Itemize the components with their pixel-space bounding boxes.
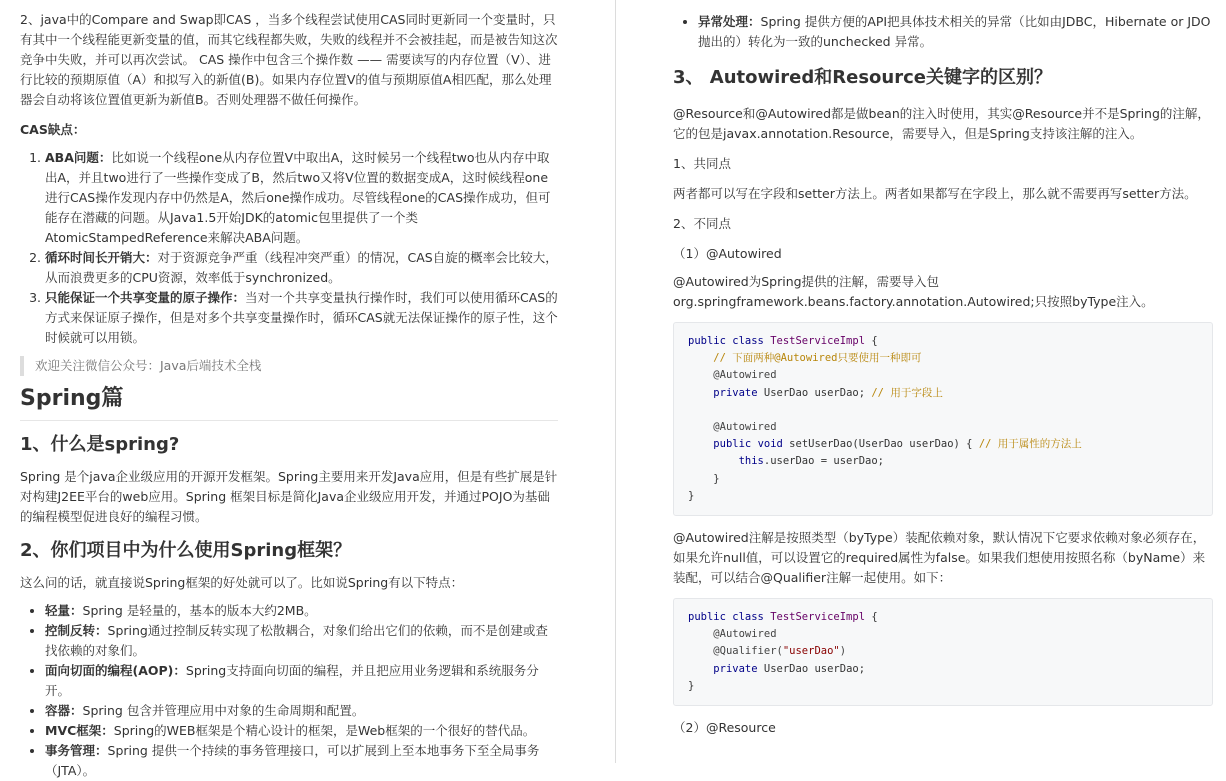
page-divider: [615, 0, 616, 763]
question-2-title: 2、你们项目中为什么使用Spring框架？: [20, 540, 352, 561]
list-item-text: Spring 包含并管理应用中对象的生命周期和配置。: [82, 703, 365, 718]
section-title-spring: Spring篇: [20, 384, 558, 421]
list-item-text: Spring通过控制反转实现了松散耦合，对象们给出它们的依赖，而不是创建或查找依赖的对象们。: [45, 623, 548, 658]
list-item-title: 容器：: [45, 703, 83, 718]
list-item-title: 异常处理：: [698, 14, 761, 29]
list-item-text: 对于资源竞争严重（线程冲突严重）的情况，CAS自旋的概率会比较大，从而浪费更多的CPU资源，效率低于synchronized。: [45, 250, 558, 285]
code-token: public class: [688, 611, 764, 624]
code-token: private: [713, 662, 758, 675]
code-token: this: [738, 455, 764, 468]
code-annotation: @Qualifier(: [713, 645, 783, 658]
cas-disadvantages-heading: CAS缺点：: [20, 122, 86, 137]
list-item-text: Spring 提供一个持续的事务管理接口，可以扩展到上至本地事务下至全局事务（JTA）。: [45, 743, 540, 778]
spring-features-list: [20, 601, 558, 781]
question-1-title: 1、什么是spring?: [20, 434, 180, 455]
list-item: [698, 12, 1213, 52]
code-comment: // 用于属性的方法上: [978, 438, 1082, 451]
code-token: public: [713, 438, 752, 451]
code-token: }: [713, 472, 720, 485]
code-block-autowired: [673, 322, 1213, 516]
list-item: [45, 601, 558, 621]
differences-label: 2、不同点: [673, 216, 731, 231]
code-token: UserDao userDao;: [757, 662, 866, 675]
question-1-paragraph: Spring 是个java企业级应用的开源开发框架。Spring主要用来开发Java应用，但是有些扩展是针对构建J2EE平台的web应用。Spring 框架目标是简化Java企业级应用开发，并通过POJO为基础的编程模型促进良好的编程习惯。: [20, 469, 558, 524]
list-item-text: 比如说一个线程one从内存位置V中取出A，这时候另一个线程two也从内存中取出A，并且two进行了一些操作变成了B，然后two又将V位置的数据变成A，这时候线程one进行CAS操作发现内存中仍然是A，然后one操作成功。尽管线程one的CAS操作成功，但可能存在潜藏的问题。从Java1.5开始JDK的atomic包里提供了一个类AtomicStampedReference来解决ABA问题。: [45, 150, 551, 245]
code-annotation: ): [839, 645, 847, 658]
common-points-paragraph: 两者都可以写在字段和setter方法上。两者如果都写在字段上，那么就不需要再写setter方法。: [673, 186, 1197, 201]
question-2-paragraph: 这么问的话，就直接说Spring框架的好处就可以了。比如说Spring有以下特点：: [20, 575, 464, 590]
code-comment: // 下面两种@Autowired只要使用一种即可: [713, 352, 922, 365]
code-token: .userDao = userDao;: [763, 455, 884, 468]
list-item: [45, 721, 558, 741]
code-token: public class: [688, 335, 764, 347]
code-token: private: [713, 386, 758, 399]
list-item: [45, 248, 558, 288]
list-item-title: 只能保证一个共享变量的原子操作：: [45, 290, 246, 305]
common-points-label: 1、共同点: [673, 156, 731, 171]
list-item-title: 循环时间长开销大：: [45, 250, 158, 265]
list-item-title: MVC框架：: [45, 723, 114, 738]
list-item-text: Spring支持面向切面的编程，并且把应用业务逻辑和系统服务分开。: [45, 663, 539, 698]
resource-label: （2）@Resource: [673, 720, 776, 736]
code-annotation: @Autowired: [713, 421, 777, 434]
list-item: [45, 148, 558, 248]
list-item-text: Spring 提供方便的API把具体技术相关的异常（比如由JDBC，Hibernate or JDO抛出的）转化为一致的unchecked 异常。: [698, 14, 1211, 49]
right-page: [673, 0, 1213, 763]
list-item: [45, 741, 558, 781]
code-token: TestServiceImpl: [770, 611, 866, 624]
code-token: {: [865, 335, 878, 347]
question-3-paragraph: @Resource和@Autowired都是做bean的注入时使用，其实@Resource并不是Spring的注解，它的包是javax.annotation.Resource，需要导入，但是Spring支持该注解的注入。: [673, 106, 1210, 141]
list-item-title: ABA问题：: [45, 150, 112, 165]
list-item-title: 事务管理：: [45, 743, 108, 758]
list-item: [45, 621, 558, 661]
question-3-title: 3、 Autowired和Resource关键字的区别？: [673, 67, 1052, 88]
list-item-text: 当对一个共享变量执行操作时，我们可以使用循环CAS的方式来保证原子操作，但是对多个共享变量操作时，循环CAS就无法保证操作的原子性，这个时候就可以用锁。: [45, 290, 558, 345]
code-token: }: [688, 679, 695, 692]
code-token: setUserDao(UserDao userDao) {: [782, 438, 973, 451]
list-item: [45, 288, 558, 348]
list-item-text: Spring的WEB框架是个精心设计的框架，是Web框架的一个很好的替代品。: [113, 723, 536, 738]
autowired-label: （1）@Autowired: [673, 246, 782, 261]
list-item-title: 控制反转：: [45, 623, 108, 638]
list-item-text: Spring 是轻量的，基本的版本大约2MB。: [82, 603, 317, 618]
code-annotation: @Autowired: [713, 628, 777, 641]
autowired-paragraph-2: @Autowired注解是按照类型（byType）装配依赖对象，默认情况下它要求依赖对象必须存在，如果允许null值，可以设置它的required属性为false。如果我们想使用按照名称（byName）来装配，可以结合@Qualifier注解一起使用。如下：: [673, 530, 1206, 586]
autowired-paragraph: @Autowired为Spring提供的注解，需要导入包org.springframework.beans.factory.annotation.Autowired;只按照byType注入。: [673, 274, 1154, 309]
cas-disadvantages-list: [20, 148, 558, 348]
blockquote: 欢迎关注微信公众号：Java后端技术全栈: [20, 356, 558, 376]
code-token: UserDao userDao;: [757, 386, 866, 399]
list-item: [45, 701, 558, 721]
left-page: [0, 0, 558, 778]
list-item-title: 轻量：: [45, 603, 83, 618]
exception-list: [673, 12, 1213, 52]
code-block-qualifier: [673, 598, 1213, 706]
code-comment: // 用于字段上: [871, 386, 943, 399]
code-token: {: [865, 611, 878, 624]
list-item: [45, 661, 558, 701]
list-item-title: 面向切面的编程(AOP)：: [45, 663, 186, 678]
code-token: TestServiceImpl: [770, 335, 866, 347]
code-string: "userDao": [782, 645, 840, 658]
code-token: void: [757, 438, 783, 451]
code-token: }: [688, 489, 695, 502]
cas-paragraph: 2、java中的Compare and Swap即CAS ，当多个线程尝试使用CAS同时更新同一个变量时，只有其中一个线程能更新变量的值，而其它线程都失败，失败的线程并不会被挂起，而是被告知这次竞争中失败，并可以再次尝试。 CAS 操作中包含三个操作数 —— 需要读写的内存位置（V）、进行比较的预期原值（A）和拟写入的新值(B)。如果内存位置V的值与预期原值A相匹配，那么处理器会自动将该位置值更新为新值B。否则处理器不做任何操作。: [20, 12, 558, 107]
code-annotation: @Autowired: [713, 369, 777, 382]
